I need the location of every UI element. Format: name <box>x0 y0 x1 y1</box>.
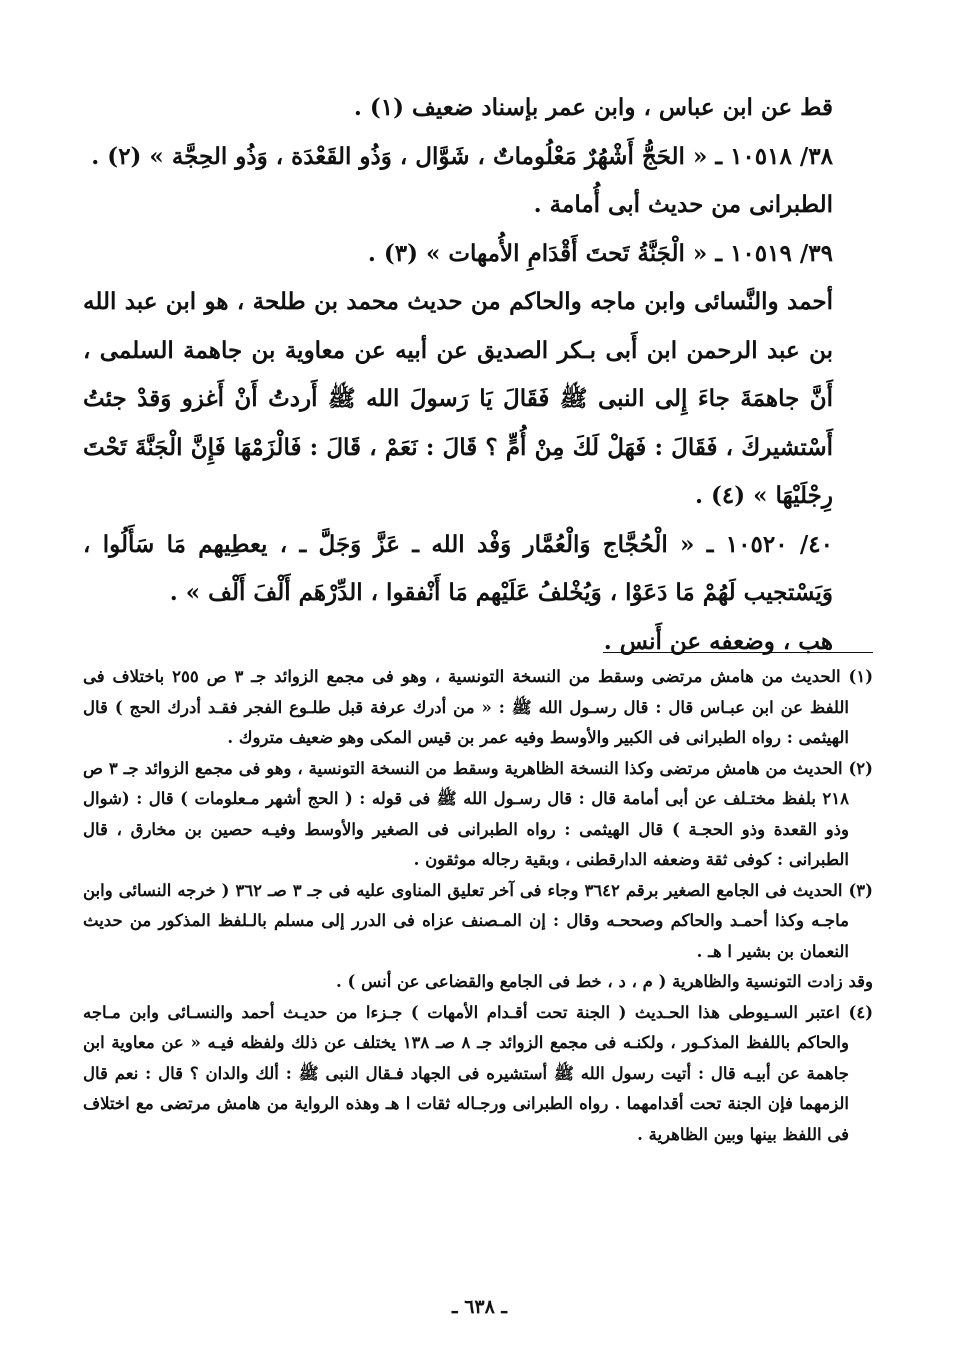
hadith-10519: ٣٩/ ١٠٥١٩ ـ « الْجَنَّةُ تَحتَ أَقْدَامِ الأُمهات » (٣) . <box>367 239 833 267</box>
footnote-2: (٢) الحديث من هامش مرتضى وكذا النسخة الظاهرية وسقط من النسخة التونسية ، وهو فى مجمع الزوائد جـ ٣ ص ٢١٨ بلفظ مختـلف عن أبى أمامة قال : قال رسـول الله ﷺ فى قوله : ( الحج أشهر مـعلومات ) قال : (شوال وذو القعدة وذو الحجـة ) قال الهيثمى : رواه الطبرانى فى الصغير والأوسط وفيـه حصين بن مخارق ، قال الطبرانى : كوفى ثقة وضعفه الدارقطنى ، وبقية رجاله موثقون . <box>83 758 873 869</box>
footnote-4: (٤) اعتبر السـيوطى هذا الحـديث ( الجنة تحت أقـدام الأمهات ) جـزءا من حديـث أحمد والنسـائى وابن مـاجه والحاكم باللفظ المذكـور ، ولكنـه فى مجمع الزوائد جـ ٨ صـ ١٣٨ يختلف عن ذلك ولفظه فيـه « عن معاوية ابن جاهمة عن أبيـه قال : أتيت رسول الله ﷺ أستشيره فى الجهاد فـقال النبى ﷺ : ألك والدان ؟ قال : نعم قال الزمهما فإن الجنة تحت أقدامهما . رواه الطبرانى ورجـاله ثقات ا هـ وهذه الرواية من هامش مرتضى مع اختلاف فى اللفظ بينها وبين الظاهرية . <box>83 1002 873 1144</box>
footnote-1: (١) الحديث من هامش مرتضى وسقط من النسخة التونسية ، وهو فى مجمع الزوائد جـ ٣ ص ٢٥٥ باختلاف فى اللفظ عن ابن عبـاس قال : قال رسـول الله ﷺ : « من أدرك عرفة قبل طلـوع الفجر فقـد أدرك الحج ) قال الهيثمى : رواه الطبرانى فى الكبير والأوسط وفيه عمر بن قيس المكى وهو ضعيف متروك . <box>83 667 873 747</box>
source-10518: الطبرانى من حديث أبى أُمامة . <box>533 191 833 218</box>
paragraph-continuation: قط عن ابن عباس ، وابن عمر بإسناد ضعيف (١) . <box>353 94 833 121</box>
source-10519: أحمد والنَّسائى وابن ماجه والحاكم من حديث محمد بن طلحة ، هو ابن عبد الله بن عبد الرحمن ابن أَبى بـكر الصديق عن أبيه عن معاوية بن جاهمة السلمى ، أَنَّ جاهمَةَ جاءَ إِلى النبى ﷺ فَقَالَ يَا رَسولَ الله ﷺ أَردتُ أَنْ أَغزو وَقدْ جئتُ أَسْتشيركَ ، فَقَالَ : فَهَلْ لَكَ مِنْ أُمٍّ ؟ قَالَ : نَعَمْ ، قَالَ : فَالْزَمْهَا فَإِنَّ الْجَنَّةَ تَحْتَ رِجْلَيْهَا » (٤) . <box>83 288 833 509</box>
footnote-3: (٣) الحديث فى الجامع الصغير برقم ٣٦٤٢ وجاء فى آخر تعليق المناوى عليه فى جـ ٣ صـ ٣٦٢ ( خرجه النسائى وابن ماجـه وكذا أحمـد والحاكم وصححـه وقال : إن المـصنف عزاه فى الدرر إلى مسلم بالـلفظ المذكور من حديث النعمان بن بشير ا هـ . <box>83 880 873 961</box>
footnote-separator <box>603 652 873 653</box>
hadith-10520: ٤٠/ ١٠٥٢٠ ـ « الْحُجَّاج وَالْعُمَّار وَفْد الله ـ عَزَّ وَجَلَّ ـ ، يعطِيهم مَا سَأَلُوا ، وَيَسْتجيب لَهُمْ مَا دَعَوْا ، وَيُخْلفُ عَلَيْهم مَا أَنْفقوا ، الدِّرْهَم أَلْفَ أَلْف » . <box>83 530 833 606</box>
source-10520: هب ، وضعفه عن أَنس . <box>603 627 833 655</box>
footnote-3-addendum: وقد زادت التونسية والظاهرية ( م ، د ، خط فى الجامع والقضاعى عن أنس ) . <box>336 972 873 991</box>
main-text <box>83 84 873 666</box>
page-number: ـ ٦٣٨ ـ <box>452 1296 507 1318</box>
footnotes <box>83 662 873 1150</box>
hadith-10518: ٣٨/ ١٠٥١٨ ـ « الحَجُّ أَشْهُرٌ مَعْلُوماتٌ ، شَوَّال ، وَذُو القَعْدَة ، وَذُو الحِجَّة » (٢) . <box>91 142 833 170</box>
